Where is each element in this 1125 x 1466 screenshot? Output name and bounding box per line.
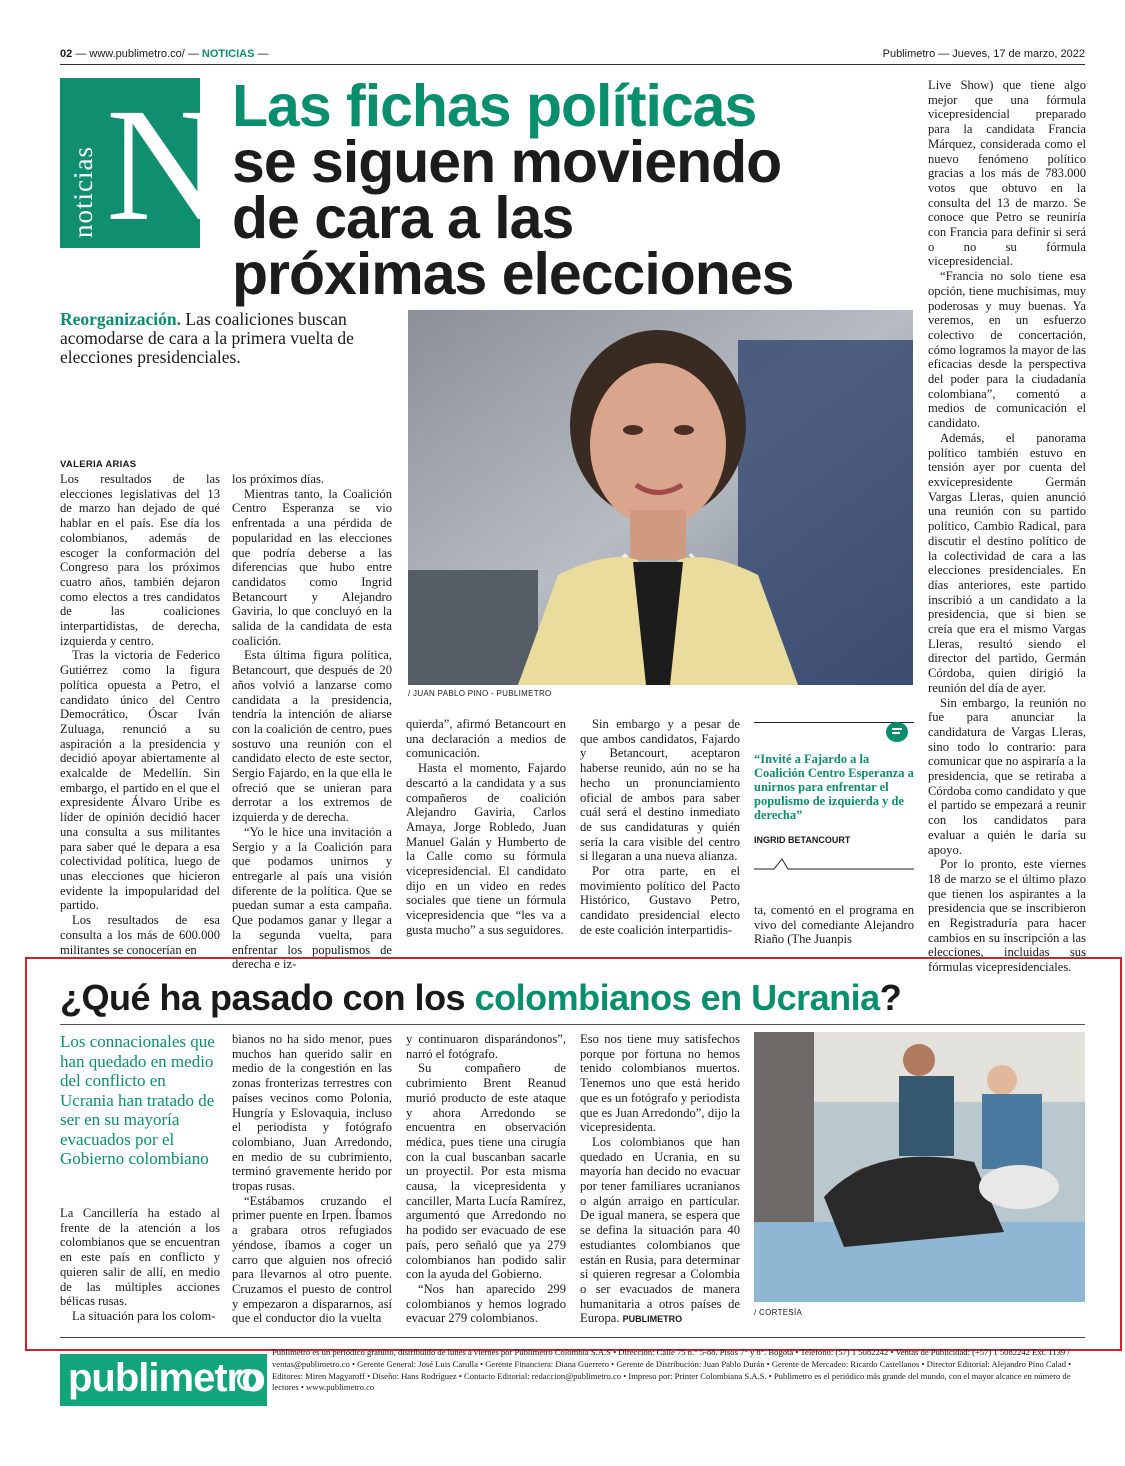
headline-highlight: colombianos en Ucrania xyxy=(474,977,880,1018)
paragraph: quierda”, afirmó Betancourt en una declaración a medios de comunicación. xyxy=(406,717,566,761)
arredondo-photo xyxy=(754,1032,1085,1302)
logo-text: publimetro xyxy=(68,1356,265,1400)
page-number: 02 xyxy=(60,48,73,60)
page-header: 02 — www.publimetro.co/ — NOTICIAS — Publimetro — Jueves, 17 de marzo, 2022 xyxy=(60,48,1085,60)
paragraph: Live Show) que tiene algo mejor que una fórmula vicepresidencial preparado para la candidata Francia Márquez, considerada como el nuevo fenómeno político gracias a los más de 783.000 votos que obtuvo en la consulta del 13 de marzo. Se conoce que Petro se reuniría con Francia para definir si será o no su fórmula vicepresidencial. xyxy=(928,78,1086,269)
headline-line: Las fichas políticas xyxy=(232,73,757,139)
header-rule xyxy=(60,64,1085,65)
paragraph: “Francia no solo tiene esa opción, tiene muchísimas, muy poderosas y muy buenas. Ya veremos, en un esfuerzo colectivo de concertación, cómo logramos la mayor de las eficacias desde la perspectiva del poder para la ciudadanía colombiana”, comentó a medios de comunicación el candidato. xyxy=(928,269,1086,431)
headline-part: ¿Qué ha pasado con los xyxy=(60,977,475,1018)
paragraph: Hasta el momento, Fajardo descartó a la candidata y a sus compañeros de coalición Alejandro Gaviria, Carlos Amaya, Jorge Robledo, Juan Manuel Galán y Humberto de la Calle como su fórmula vicepresidencial. El candidato dijo en un video en redes sociales que tiene un fórmula vicepresidencia que “les va a gusta mucho” a sus seguidores. xyxy=(406,761,566,937)
dek-lead: Reorganización. xyxy=(60,309,182,329)
article-column xyxy=(60,472,220,957)
quote-author: INGRID BETANCOURT xyxy=(754,835,851,845)
paragraph: Eso nos tiene muy satisfechos porque por fortuna no hemos tenido colombianos muertos. Tenemos uno que está herido que es un fotógrafo y periodista que es Juan Arredondo”, dijo la vicepresidenta. xyxy=(580,1032,740,1135)
paragraph-text: Los colombianos que han quedado en Ucrania, en su mayoría han decido no evacuar por tener familiares ucranianos o algún arraigo en particular. De igual manera, se espera que se defina la situación para 40 estudiantes colombianos que están en Rusia, para determinar si quieren regresar a Colombia o ser evacuados de manera humanitaria a otros países de Europa. xyxy=(580,1134,740,1326)
photo-credit: / CORTESÍA xyxy=(754,1308,803,1317)
photo-credit: / JUAN PABLO PINO - PUBLIMETRO xyxy=(408,689,552,698)
paragraph: Los resultados de esa consulta a los más de 600.000 militantes se conocerían en xyxy=(60,913,220,957)
byline: VALERIA ARIAS xyxy=(60,459,137,470)
paragraph: “Yo le hice una invitación a Sergio y a la Coalición para que podamos unirnos y entregarle al país una visión diferente de la política. Que se puedan sumar a esta campaña. Que podamos ganar y llegar a la segunda vuelta, para enfrentar los populismos de derecha e iz- xyxy=(232,824,392,972)
article-column xyxy=(928,78,1086,975)
quote-text: “Invité a Fajardo a la Coalición Centro Esperanza a unirnos para enfrentar el populismo de izquierda y de derecha” xyxy=(754,752,914,822)
paragraph: Su compañero de cubrimiento Brent Reanud murió producto de este ataque y ahora Arredondo se encuentra en observación médica, pues tiene una cirugía con la cual buscanban sacarle un proyectil. Por esta misma causa, la vicepresidenta y canciller, Marta Lucía Ramírez, argumentó que Arredondo no ha podido ser evacuado de ese país, pero señaló que ya 279 colombianos han podido salir con la ayuda del Gobierno. xyxy=(406,1061,566,1282)
paragraph: La Cancillería ha estado al frente de la atención a los colombianos que se encuentran en este país en conflicto y quieren salir de allí, en medio de las múltiples acciones bélicas rusas. xyxy=(60,1206,220,1309)
dek-text: Las coaliciones buscan acomodarse de cara a la primera vuelta de elecciones presidenciales. xyxy=(60,309,354,367)
article-column xyxy=(60,1206,220,1324)
secondary-headline xyxy=(60,978,1090,1018)
article-column xyxy=(232,1032,392,1324)
paragraph xyxy=(580,1135,740,1327)
headline-part: ? xyxy=(879,977,902,1018)
portrait-illustration xyxy=(408,310,913,685)
paragraph: Por otra parte, en el movimiento político del Pacto Histórico, Gustavo Petro, candidato presidencial electo de este coalición interpartidis- xyxy=(580,864,740,937)
paragraph: Mientras tanto, la Coalición Centro Esperanza se vio enfrentada a una pérdida de popularidad en las elecciones que podría deberse a las diferencias que hubo entre candidatos como Ingrid Betancourt y Alejandro Gaviria, lo que concluyó en la salida de la candidata de esta coalición. xyxy=(232,486,392,648)
site-url[interactable]: www.publimetro.co/ xyxy=(89,48,185,60)
paragraph: Tras la victoria de Federico Gutiérrez como la figura política opuesta a Petro, el candidato único del Centro Democrático, Óscar Iván Zuluaga, renunció a su aspiración a la presidencia y decidió apoyar abiertamente al exalcalde de Medellín. Sin embargo, el partido en el que el expresidente Álvaro Uribe es líder de opinión decidió hacer una consulta a sus militantes para saber qué le depara a esa colectividad política, luego de unas elecciones que hicieron evidente la impopularidad del partido. xyxy=(60,648,220,913)
globe-icon xyxy=(237,1369,259,1391)
article-dek xyxy=(60,310,400,367)
section-logo-letter: N xyxy=(106,76,223,255)
pull-quote xyxy=(754,722,914,872)
article-column xyxy=(580,717,740,947)
publimetro-logo[interactable] xyxy=(60,1354,267,1406)
speech-bubble-icon xyxy=(886,722,908,742)
article-dek: Los connacionales que han quedado en medio del conflicto en Ucrania han tratado de ser en su mayoría evacuados por el Gobierno colombiano xyxy=(60,1032,215,1168)
paragraph: “Nos han aparecido 299 colombianos y hemos logrado evacuar 279 colombianos. xyxy=(406,1281,566,1326)
headline-line: se siguen moviendo xyxy=(232,129,782,195)
paragraph: La situación para los colom- xyxy=(72,1308,216,1323)
betancourt-photo xyxy=(408,310,913,685)
signoff: PUBLIMETRO xyxy=(622,1314,683,1325)
article-column xyxy=(406,1032,566,1324)
paragraph: los próximos días. xyxy=(232,472,325,486)
quote-rule-bottom xyxy=(754,857,914,871)
section-name: NOTICIAS xyxy=(201,48,255,60)
section-logo xyxy=(60,76,223,255)
paragraph: Además, el panorama político también estuvo en tensión ayer por cuenta del exvicepresidente Germán Vargas Lleras, quien anunció una reunión con su partido político, Cambio Radical, para discutir el destino político de la colectividad de cara a las elecciones presidenciales. En días anteriores, este partido inscribió a un candidato a la presidencia, que si bien se creía que era el mismo Vargas Lleras, resultó siendo el director del partido, Germán Córdoba, quien dirigió la reunión del día de ayer. xyxy=(928,430,1086,695)
date-line: Publimetro — Jueves, 17 de marzo, 2022 xyxy=(882,48,1085,60)
paragraph: Los resultados de las elecciones legislativas del 13 de marzo han dejado de qué hablar en el país. Ese día los colombianos, además de escoger la conformación del Congreso para los próximos cuatro años, también dejaron como electos a tres candidatos de las coaliciones interpartidistas, de derecha, izquierda y centro. xyxy=(60,472,220,648)
paragraph: ta, comentó en el programa en vivo del comediante Alejandro Riaño (The Juanpis xyxy=(754,903,914,947)
paragraph: Por lo pronto, este viernes 18 de marzo se el último plazo que tienen los aspirantes a la presidencia que se inscribieron en Registraduría para hacer cambios en su inscripción a las elecciones, incluidas sus fórmulas vicepresidenciales. xyxy=(928,857,1086,975)
paragraph: Esta última figura política, Betancourt, que después de 20 años volvió a lanzarse como candidata a la presidencia, tendría la intención de aliarse con la coalición de centro, pues sostuvo una reunión con el candidato electo de este sector, Sergio Fajardo, en la que ella le ofreció que se unieran para derrotar a los extremos de izquierda y de derecha. xyxy=(232,648,392,825)
footer-rule xyxy=(60,1337,1085,1338)
paragraph: Sin embargo, la reunión no fue para anunciar la candidatura de Vargas Lleras, sino todo lo contrario: para comunicar que no aspiraría a la presidencia, que se retiraba a Córdoba como candidato y que el partido se empezará a reunir con los candidatos para evaluar a quién le daría su apoyo. xyxy=(928,695,1086,857)
article-column xyxy=(580,1032,740,1324)
headline-rule xyxy=(60,1024,1085,1025)
article-column xyxy=(232,472,392,972)
paragraph: bianos no ha sido menor, pues muchos han querido salir en medio de la congestión en las zonas fronterizas terrestres con países vecinos como Polonia, Hungría y Eslovaquia, incluso el periodista y fotógrafo colombiano, Juan Arredondo, en medio de su cubrimiento, terminó gravemente herido por tropas rusas. xyxy=(232,1032,392,1194)
article-column xyxy=(754,903,914,948)
paragraph: y continuaron disparándonos”, narró el fotógrafo. xyxy=(406,1032,566,1061)
paragraph: “Estábamos cruzando el primer puente en Irpen. Íbamos a grabara otros refugiados yéndose, íbamos a coger un carro que alguien nos ofreció para llevarnos al otro puente. Cruzamos el puesto de control y empezaron a dispararnos, así que el conductor dio la vuelta xyxy=(232,1193,392,1326)
headline-line: de cara a las xyxy=(232,185,574,251)
main-headline xyxy=(232,73,922,307)
footer-credits: Publimetro es un periódico gratuito, distribuido de lunes a viernes por Publimetro Colombia S.A.S • Dirección: Calle 75 n.° 5-88. Pisos 7° y 8°. Bogotá • Teléfono: (57) 1 5082242 • Ventas de Publicidad: (+57) 1 5082242 Ext. 1139 / ventas@publimetro.co • Gerente General: José Luis Carulla • Gerente Financiera: Diana Guerrero • Gerente de Distribución: Juan Pablo Durán • Gerente de Mercadeo: Ricardo Castellanos • Director Editorial: Alejandro Pino Calad • Editores: Miren Magyaroff • Diseño: Hans Rodríguez • Contacto Editorial: redaccion@publimetro.co • Impreso por: Printer Colombiana S.A.S. • Publimetro es el periódico más grande del mundo, con el mayor alcance en número de lectores • www.publimetro.co xyxy=(272,1347,1072,1393)
hospital-illustration xyxy=(754,1032,1085,1302)
article-column xyxy=(406,717,566,947)
headline-line: próximas elecciones xyxy=(232,241,794,307)
paragraph: Sin embargo y a pesar de que ambos candidatos, Fajardo y Betancourt, aceptaron haberse reunido, aún no se ha hecho un pronunciamiento oficial de ambos para saber cuál será el destino inmediato de sus candidaturas y quién sería la cara visible del centro si llegaran a una nueva alianza. xyxy=(580,717,740,864)
section-logo-word: noticias xyxy=(68,146,98,238)
